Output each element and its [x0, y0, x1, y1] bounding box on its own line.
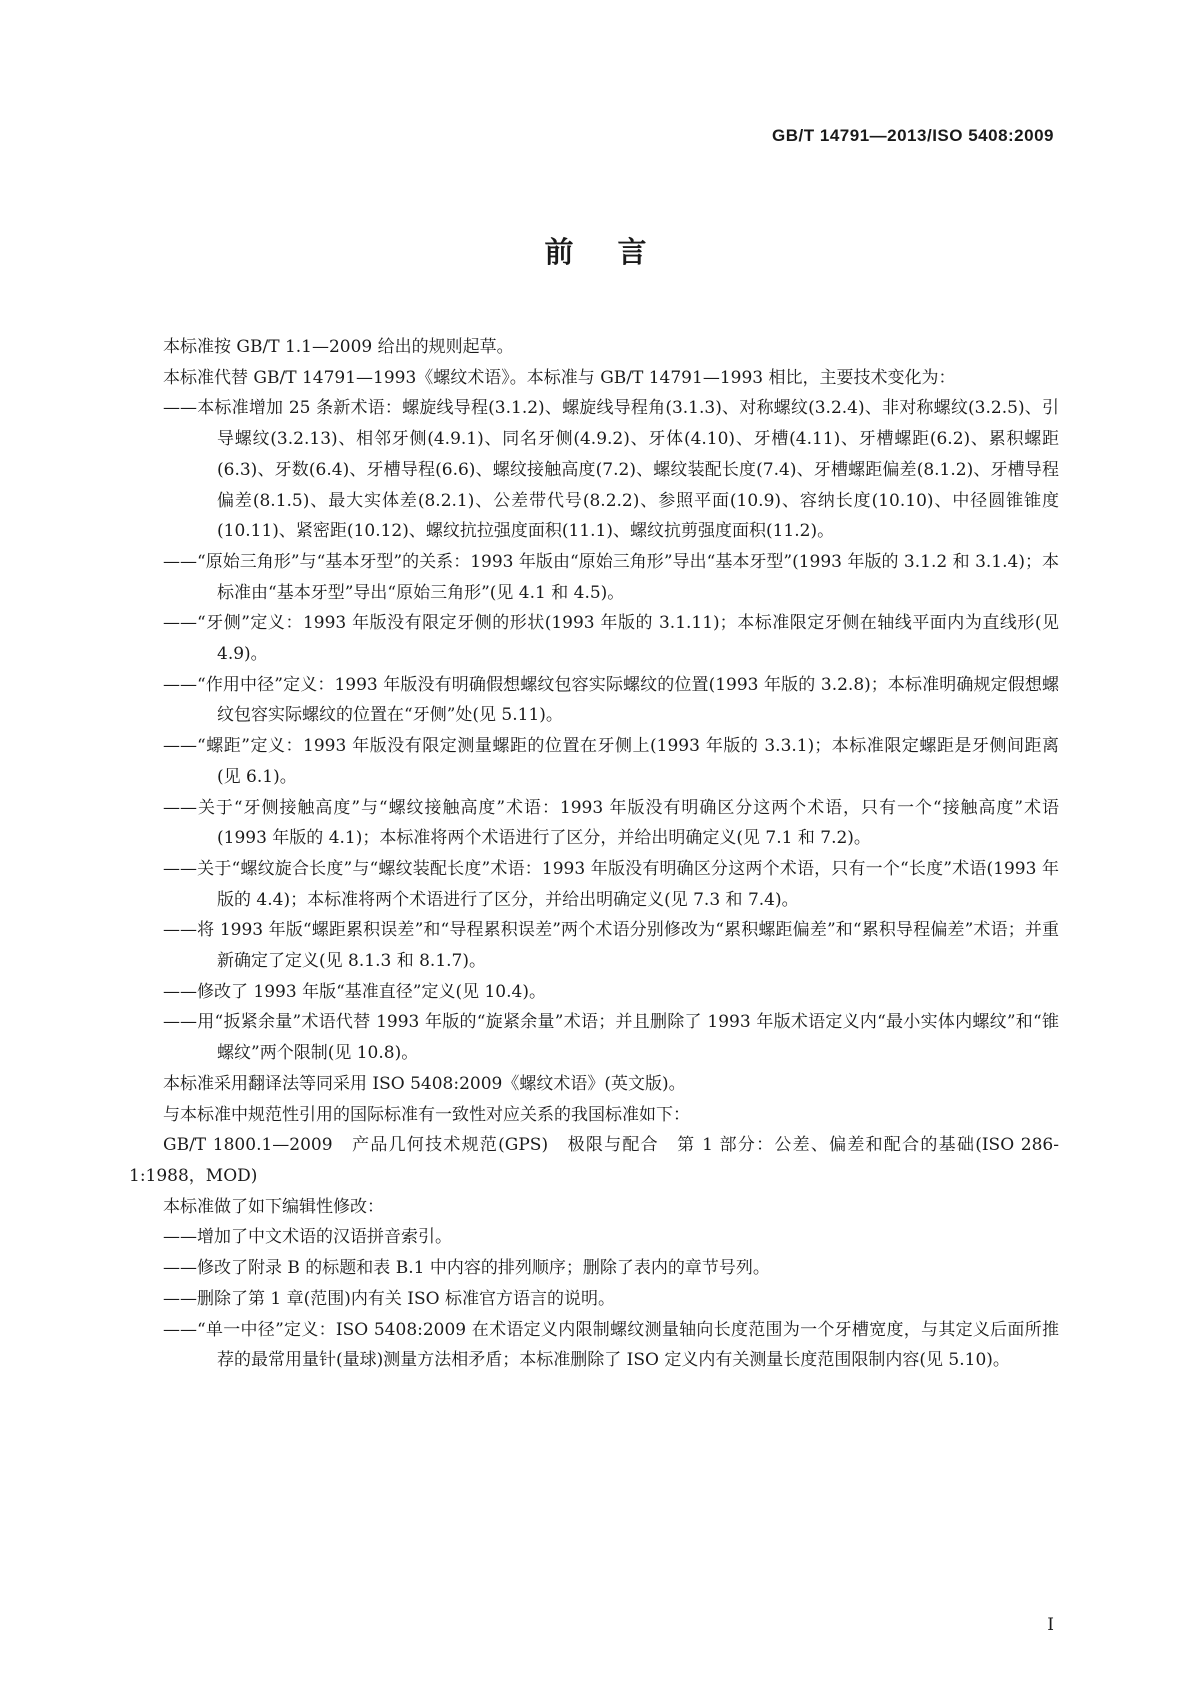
paragraph: 本标准按 GB/T 1.1—2009 给出的规则起草。: [163, 337, 514, 357]
list-item: ——本标准增加 25 条新术语：螺旋线导程(3.1.2)、螺旋线导程角(3.1.3)、对称螺纹(3.2.4)、非对称螺纹(3.2.5)、引导螺纹(3.2.13)、相邻牙侧(4.9.1)、同名牙侧(4.9.2)、牙体(4.10)、牙槽(4.11)、牙槽螺距(6.2)、累积螺距(6.3)、牙数(6.4)、牙槽导程(6.6)、螺纹接触高度(7.2)、螺纹装配长度(7.4)、牙槽螺距偏差(8.1.2)、牙槽导程偏差(8.1.5)、最大实体差(8.2.1)、公差带代号(8.2.2)、参照平面(10.9)、容纳长度(10.10)、中径圆锥锥度(10.11)、紧密距(10.12)、螺纹抗拉强度面积(11.1)、螺纹抗剪强度面积(11.2)。: [163, 398, 1059, 542]
paragraph: 与本标准中规范性引用的国际标准有一致性对应关系的我国标准如下：: [163, 1104, 690, 1125]
list-item: ——修改了 1993 年版“基准直径”定义(见 10.4)。: [163, 981, 546, 1002]
paragraph: 本标准代替 GB/T 14791—1993《螺纹术语》。本标准与 GB/T 14791—1993 相比，主要技术变化为：: [163, 367, 956, 388]
page-number: I: [1047, 1615, 1054, 1635]
list-item: ——修改了附录 B 的标题和表 B.1 中内容的排列顺序；删除了表内的章节号列。: [163, 1258, 770, 1279]
foreword-body: [129, 332, 1059, 1376]
list-item: ——用“扳紧余量”术语代替 1993 年版的“旋紧余量”术语；并且删除了 1993 年版术语定义内“最小实体内螺纹”和“锥螺纹”两个限制(见 10.8)。: [163, 1012, 1059, 1064]
list-item: ——删除了第 1 章(范围)内有关 ISO 标准官方语言的说明。: [163, 1288, 615, 1309]
list-item: ——“单一中径”定义：ISO 5408:2009 在术语定义内限制螺纹测量轴向长度范围为一个牙槽宽度，与其定义后面所推荐的最常用量针(量球)测量方法相矛盾；本标准删除了 ISO 定义内有关测量长度范围限制内容(见 5.10)。: [163, 1319, 1059, 1371]
list-item: ——关于“牙侧接触高度”与“螺纹接触高度”术语：1993 年版没有明确区分这两个术语，只有一个“接触高度”术语(1993 年版的 4.1)；本标准将两个术语进行了区分，并给出明确定义(见 7.1 和 7.2)。: [163, 797, 1059, 849]
list-item: ——“作用中径”定义：1993 年版没有明确假想螺纹包容实际螺纹的位置(1993 年版的 3.2.8)；本标准明确规定假想螺纹包容实际螺纹的位置在“牙侧”处(见 5.11)。: [163, 674, 1059, 726]
list-item: ——增加了中文术语的汉语拼音索引。: [163, 1227, 452, 1248]
list-item: ——“原始三角形”与“基本牙型”的关系：1993 年版由“原始三角形”导出“基本牙型”(1993 年版的 3.1.2 和 3.1.4)；本标准由“基本牙型”导出“原始三角形”(见 4.1 和 4.5)。: [163, 551, 1059, 603]
list-item: ——“螺距”定义：1993 年版没有限定测量螺距的位置在牙侧上(1993 年版的 3.3.1)；本标准限定螺距是牙侧间距离(见 6.1)。: [163, 736, 1059, 787]
paragraph: 本标准做了如下编辑性修改：: [163, 1196, 384, 1217]
paragraph: GB/T 1800.1—2009 产品几何技术规范(GPS) 极限与配合 第 1 部分：公差、偏差和配合的基础(ISO 286-1:1988，MOD): [129, 1135, 1059, 1186]
standard-code: GB/T 14791—2013/ISO 5408:2009: [772, 126, 1054, 145]
list-item: ——关于“螺纹旋合长度”与“螺纹装配长度”术语：1993 年版没有明确区分这两个术语，只有一个“长度”术语(1993 年版的 4.4)；本标准将两个术语进行了区分，并给出明确定义(见 7.3 和 7.4)。: [163, 858, 1059, 910]
list-item: ——将 1993 年版“螺距累积误差”和“导程累积误差”两个术语分别修改为“累积螺距偏差”和“累积导程偏差”术语；并重新确定了定义(见 8.1.3 和 8.1.7)。: [163, 920, 1059, 972]
page-title: 前言: [544, 235, 691, 269]
list-item: ——“牙侧”定义：1993 年版没有限定牙侧的形状(1993 年版的 3.1.11)；本标准限定牙侧在轴线平面内为直线形(见 4.9)。: [163, 613, 1059, 665]
paragraph: 本标准采用翻译法等同采用 ISO 5408:2009《螺纹术语》(英文版)。: [163, 1073, 686, 1094]
